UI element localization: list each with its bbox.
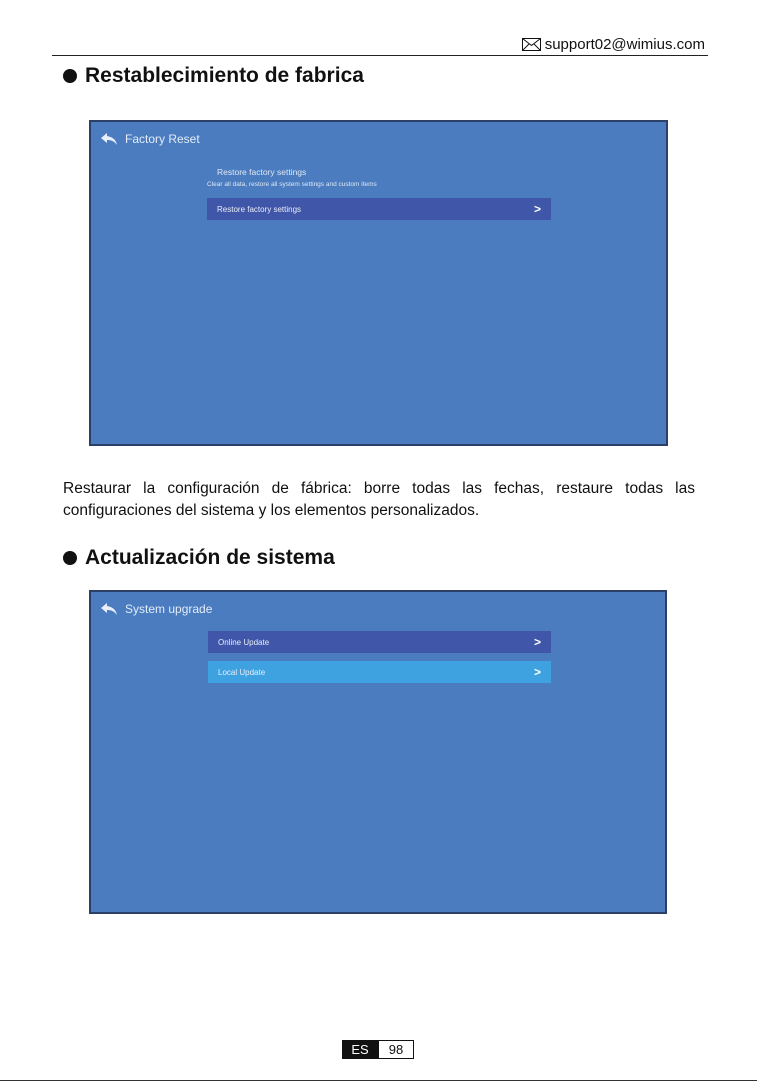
chevron-right-icon: > [533, 665, 541, 679]
section-title-text: Restablecimiento de fabrica [85, 64, 364, 87]
header-email [522, 36, 705, 53]
envelope-icon [522, 38, 541, 51]
screen-header [101, 132, 200, 146]
chevron-right-icon: > [533, 635, 541, 649]
back-arrow-icon[interactable] [101, 133, 117, 145]
bottom-divider [0, 1080, 757, 1081]
local-update-item[interactable] [208, 661, 551, 683]
menu-item-label: Restore factory settings [217, 204, 302, 214]
chevron-right-icon: > [533, 202, 541, 216]
restore-subheading: Restore factory settings [217, 167, 307, 177]
screen-header [101, 602, 212, 616]
email-text: support02@wimius.com [544, 36, 705, 53]
menu-item-label: Online Update [218, 637, 270, 647]
online-update-item[interactable] [208, 631, 551, 653]
bullet-icon [63, 69, 77, 83]
page-number: 98 [378, 1040, 414, 1059]
restore-description: Clear all data, restore all system settings and custom items [207, 181, 377, 188]
bullet-icon [63, 551, 77, 565]
language-badge: ES [342, 1040, 378, 1059]
section-title-factory-reset [63, 64, 364, 88]
section-title-system-upgrade [63, 546, 335, 570]
system-upgrade-screenshot [89, 590, 667, 914]
description-paragraph: Restaurar la configuración de fábrica: borre todas las fechas, restaure todas las configuraciones del sistema y los elementos personalizados. [63, 480, 695, 519]
factory-reset-screenshot [89, 120, 668, 446]
menu-item-label: Local Update [218, 667, 266, 677]
section-title-text: Actualización de sistema [85, 546, 335, 569]
header-divider [52, 55, 708, 56]
screen-title: System upgrade [125, 602, 213, 616]
restore-factory-settings-item[interactable] [207, 198, 551, 220]
back-arrow-icon[interactable] [101, 603, 117, 615]
page-footer [342, 1040, 414, 1059]
screen-title: Factory Reset [125, 132, 200, 146]
